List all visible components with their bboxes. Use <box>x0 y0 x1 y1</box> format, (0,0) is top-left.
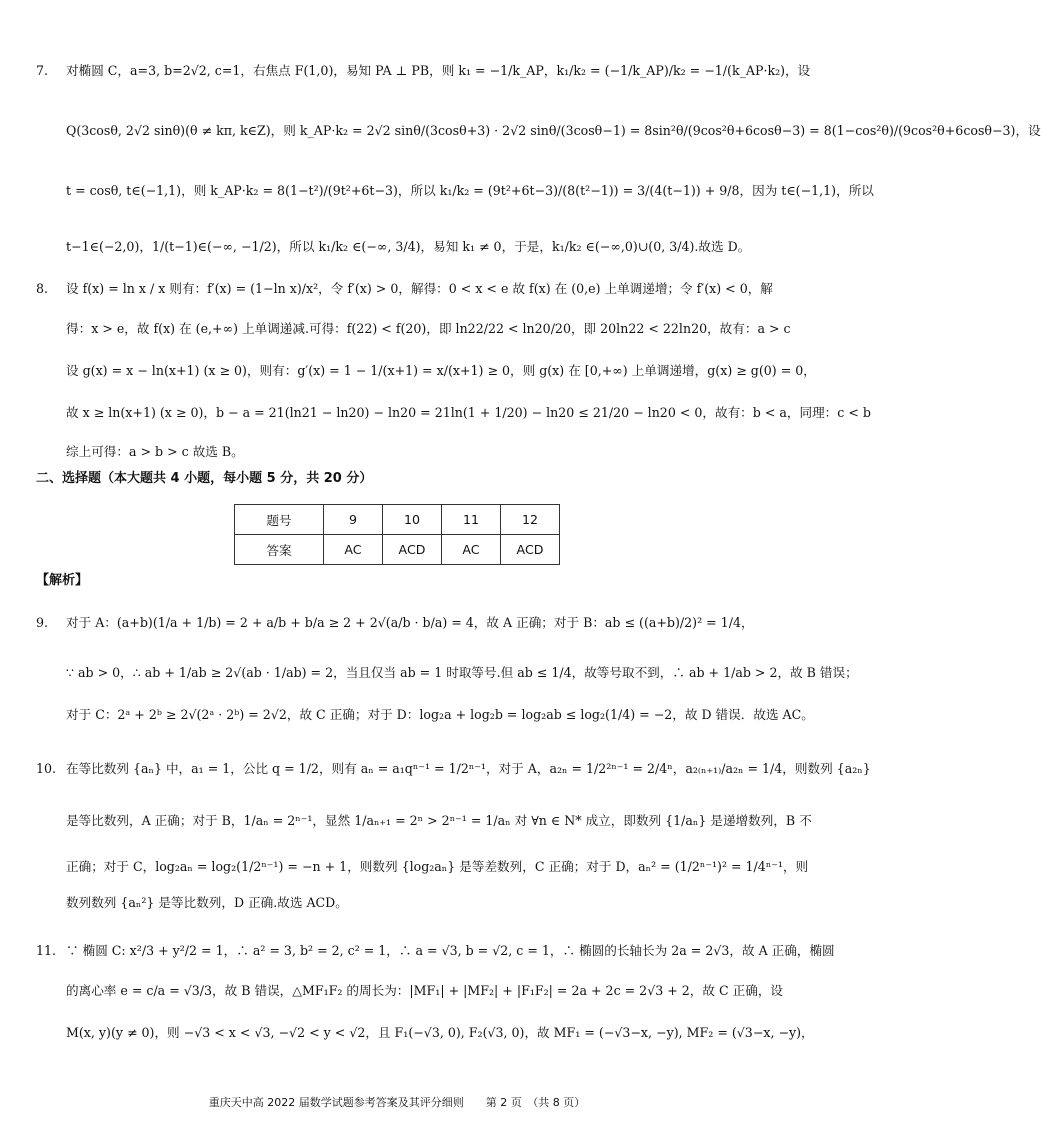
q8-line-1: 设 f(x) = ln x / x 则有：f′(x) = (1−ln x)/x²，令 f′(x) > 0，解得：0 < x < e 故 f(x) 在 (0,e) 上单调递增；令 f′(x) < 0，解 <box>66 281 773 296</box>
table-cell: 9 <box>324 505 383 535</box>
table-cell: AC <box>442 535 501 565</box>
table-cell: 答案 <box>235 535 324 565</box>
q11-line-1: ∵ 椭圆 C: x²/3 + y²/2 = 1，∴ a² = 3, b² = 2, c² = 1，∴ a = √3, b = √2, c = 1，∴ 椭圆的长轴长为 2a = 2√3，故 A 正确，椭圆 <box>66 943 835 958</box>
q10-line-2: 是等比数列，A 正确；对于 B，1/aₙ = 2ⁿ⁻¹，显然 1/aₙ₊₁ = 2ⁿ > 2ⁿ⁻¹ = 1/aₙ 对 ∀n ∈ N* 成立，即数列 {1/aₙ} 是递增数列，B 不 <box>66 813 812 828</box>
section-heading: 二、选择题（本大题共 4 小题，每小题 5 分，共 20 分） <box>36 471 373 486</box>
question-7-number: 7. <box>36 63 49 78</box>
analysis-label: 【解析】 <box>36 573 89 588</box>
q8-line-3: 设 g(x) = x − ln(x+1) (x ≥ 0)，则有：g′(x) = 1 − 1/(x+1) = x/(x+1) ≥ 0，则 g(x) 在 [0,+∞) 上单调递增，g(x) ≥ g(0) = 0， <box>66 363 816 378</box>
table-cell: ACD <box>501 535 560 565</box>
answer-table-answer-row <box>235 535 560 565</box>
q9-line-2: ∵ ab > 0，∴ ab + 1/ab ≥ 2√(ab · 1/ab) = 2，当且仅当 ab = 1 时取等号.但 ab ≤ 1/4，故等号取不到，∴ ab + 1/ab > 2，故 B 错误； <box>66 665 858 680</box>
q7-line-2: Q(3cosθ, 2√2 sinθ)(θ ≠ kπ, k∈Z)，则 k_AP·k₂ = 2√2 sinθ/(3cosθ+3) · 2√2 sinθ/(3cosθ−1) = 8sin²θ/(9cos²θ+6cosθ−3) = 8(1−cos²θ)/(9cos²θ+6cosθ−3)，设 <box>66 123 1041 138</box>
q10-line-4: 数列数列 {aₙ²} 是等比数列，D 正确.故选 ACD。 <box>66 895 348 910</box>
q7-line-3: t = cosθ, t∈(−1,1)，则 k_AP·k₂ = 8(1−t²)/(9t²+6t−3)，所以 k₁/k₂ = (9t²+6t−3)/(8(t²−1)) = 3/(4(t−1)) + 9/8，因为 t∈(−1,1)，所以 <box>66 183 874 198</box>
table-cell: 题号 <box>235 505 324 535</box>
q11-line-3: M(x, y)(y ≠ 0)，则 −√3 < x < √3, −√2 < y < √2，且 F₁(−√3, 0), F₂(√3, 0)，故 MF₁ = (−√3−x, −y), MF₂ = (√3−x, −y)， <box>66 1025 814 1040</box>
q7-line-4: t−1∈(−2,0)，1/(t−1)∈(−∞, −1/2)，所以 k₁/k₂ ∈(−∞, 3/4)，易知 k₁ ≠ 0，于是，k₁/k₂ ∈(−∞,0)∪(0, 3/4).故选 D。 <box>66 239 751 254</box>
q8-line-5: 综上可得：a > b > c 故选 B。 <box>66 444 244 459</box>
question-11-number: 11. <box>36 943 57 958</box>
answer-table <box>234 504 560 565</box>
q9-line-1: 对于 A：(a+b)(1/a + 1/b) = 2 + a/b + b/a ≥ 2 + 2√(a/b · b/a) = 4，故 A 正确；对于 B：ab ≤ ((a+b)/2)² = 1/4， <box>66 615 754 630</box>
page-footer: 重庆天中高 2022 届数学试题参考答案及其评分细则 第 2 页 （共 8 页） <box>208 1096 586 1109</box>
q9-line-3: 对于 C：2ᵃ + 2ᵇ ≥ 2√(2ᵃ · 2ᵇ) = 2√2，故 C 正确；对于 D：log₂a + log₂b = log₂ab ≤ log₂(1/4) = −2，故 D 错误．故选 AC。 <box>66 707 814 722</box>
table-cell: 11 <box>442 505 501 535</box>
answer-table-header-row <box>235 505 560 535</box>
table-cell: AC <box>324 535 383 565</box>
table-cell: 10 <box>383 505 442 535</box>
q7-line-1: 对椭圆 C，a=3, b=2√2, c=1，右焦点 F(1,0)，易知 PA ⊥ PB，则 k₁ = −1/k_AP，k₁/k₂ = (−1/k_AP)/k₂ = −1/(k_AP·k₂)，设 <box>66 63 811 78</box>
q10-line-1: 在等比数列 {aₙ} 中，a₁ = 1，公比 q = 1/2，则有 aₙ = a₁qⁿ⁻¹ = 1/2ⁿ⁻¹，对于 A，a₂ₙ = 1/2²ⁿ⁻¹ = 2/4ⁿ，a₂₍ₙ₊₁₎/a₂ₙ = 1/4，则数列 {a₂ₙ} <box>66 761 871 776</box>
table-cell: ACD <box>383 535 442 565</box>
q8-line-2: 得：x > e，故 f(x) 在 (e,+∞) 上单调递减.可得：f(22) < f(20)，即 ln22/22 < ln20/20，即 20ln22 < 22ln20，故有：a > c <box>66 321 791 336</box>
question-10-number: 10. <box>36 761 57 776</box>
table-cell: 12 <box>501 505 560 535</box>
q10-line-3: 正确；对于 C，log₂aₙ = log₂(1/2ⁿ⁻¹) = −n + 1，则数列 {log₂aₙ} 是等差数列，C 正确；对于 D，aₙ² = (1/2ⁿ⁻¹)² = 1/4ⁿ⁻¹，则 <box>66 859 809 874</box>
q8-line-4: 故 x ≥ ln(x+1) (x ≥ 0)，b − a = 21(ln21 − ln20) − ln20 = 21ln(1 + 1/20) − ln20 ≤ 21/20 − ln20 < 0，故有：b < a，同理：c < b <box>66 405 871 420</box>
question-9-number: 9. <box>36 615 49 630</box>
question-8-number: 8. <box>36 281 49 296</box>
q11-line-2: 的离心率 e = c/a = √3/3，故 B 错误，△MF₁F₂ 的周长为：|MF₁| + |MF₂| + |F₁F₂| = 2a + 2c = 2√3 + 2，故 C 正确，设 <box>66 983 784 998</box>
